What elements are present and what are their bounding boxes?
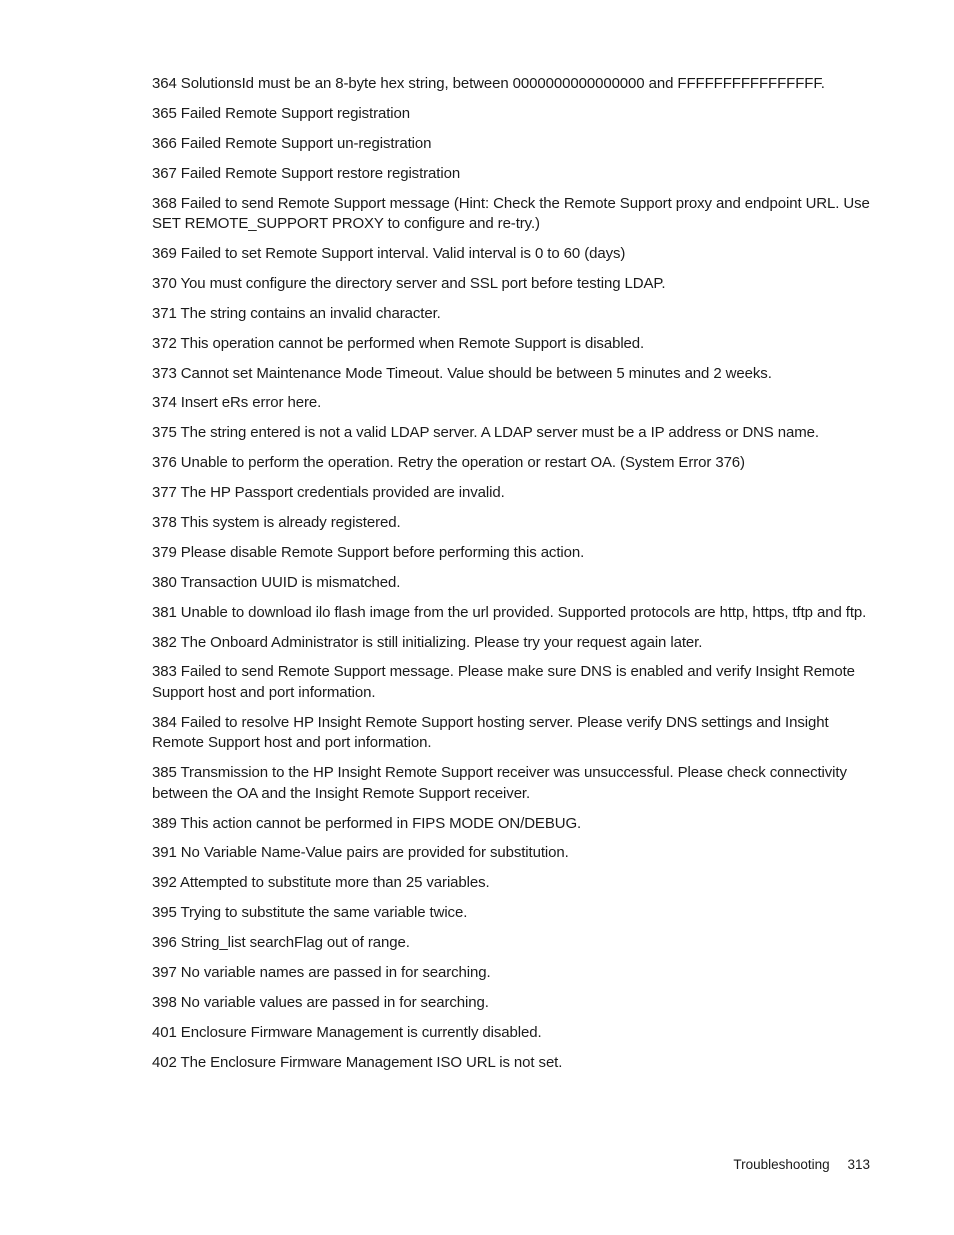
error-entry: 389 This action cannot be performed in FIPS MODE ON/DEBUG. <box>152 814 582 832</box>
error-entry: 385 Transmission to the HP Insight Remote Support receiver was unsuccessful. Please check connectivity between the OA and the Insight Remote Support receiver. <box>152 764 847 802</box>
page-number: 313 <box>847 1157 870 1172</box>
error-entry: 396 String_list searchFlag out of range. <box>152 934 410 952</box>
error-entry: 379 Please disable Remote Support before performing this action. <box>152 543 585 561</box>
error-entry: 398 No variable values are passed in for searching. <box>152 993 489 1011</box>
error-message-list <box>152 74 874 1083</box>
error-entry: 369 Failed to set Remote Support interval. Valid interval is 0 to 60 (days) <box>152 244 626 262</box>
footer-section-title: Troubleshooting <box>733 1157 830 1172</box>
error-entry: 364 SolutionsId must be an 8-byte hex string, between 0000000000000000 and FFFFFFFFFFFFFFFF. <box>152 75 825 92</box>
error-entry: 367 Failed Remote Support restore registration <box>152 164 461 182</box>
error-entry: 371 The string contains an invalid character. <box>152 304 441 322</box>
error-entry: 366 Failed Remote Support un-registration <box>152 134 432 152</box>
error-entry: 380 Transaction UUID is mismatched. <box>152 573 401 591</box>
error-entry: 373 Cannot set Maintenance Mode Timeout. Value should be between 5 minutes and 2 weeks. <box>152 364 772 382</box>
error-entry: 368 Failed to send Remote Support message (Hint: Check the Remote Support proxy and endpoint URL. Use SET REMOTE_SUPPORT PROXY to configure and re-try.) <box>152 194 870 233</box>
error-entry: 382 The Onboard Administrator is still initializing. Please try your request again later. <box>152 633 703 651</box>
error-entry: 365 Failed Remote Support registration <box>152 104 411 122</box>
error-entry: 401 Enclosure Firmware Management is currently disabled. <box>152 1023 542 1041</box>
error-entry: 377 The HP Passport credentials provided are invalid. <box>152 484 505 502</box>
error-entry: 378 This system is already registered. <box>152 513 401 531</box>
error-entry: 384 Failed to resolve HP Insight Remote Support hosting server. Please verify DNS settings and Insight Remote Support host and port information. <box>152 713 829 752</box>
error-entry: 370 You must configure the directory server and SSL port before testing LDAP. <box>152 274 666 292</box>
error-entry: 397 No variable names are passed in for searching. <box>152 964 491 982</box>
error-entry: 374 Insert eRs error here. <box>152 394 322 412</box>
error-entry: 383 Failed to send Remote Support message. Please make sure DNS is enabled and verify Insight Remote Support host and port information. <box>152 663 855 701</box>
page-footer <box>733 1157 870 1172</box>
error-entry: 381 Unable to download ilo flash image from the url provided. Supported protocols are http, https, tftp and ftp. <box>152 603 867 621</box>
error-entry: 375 The string entered is not a valid LDAP server. A LDAP server must be a IP address or DNS name. <box>152 424 819 442</box>
error-entry: 376 Unable to perform the operation. Retry the operation or restart OA. (System Error 376) <box>152 454 745 472</box>
error-entry: 402 The Enclosure Firmware Management ISO URL is not set. <box>152 1053 563 1071</box>
error-entry: 391 No Variable Name-Value pairs are provided for substitution. <box>152 844 569 862</box>
error-entry: 395 Trying to substitute the same variable twice. <box>152 904 468 922</box>
error-entry: 392 Attempted to substitute more than 25 variables. <box>152 874 490 892</box>
error-entry: 372 This operation cannot be performed when Remote Support is disabled. <box>152 334 645 352</box>
